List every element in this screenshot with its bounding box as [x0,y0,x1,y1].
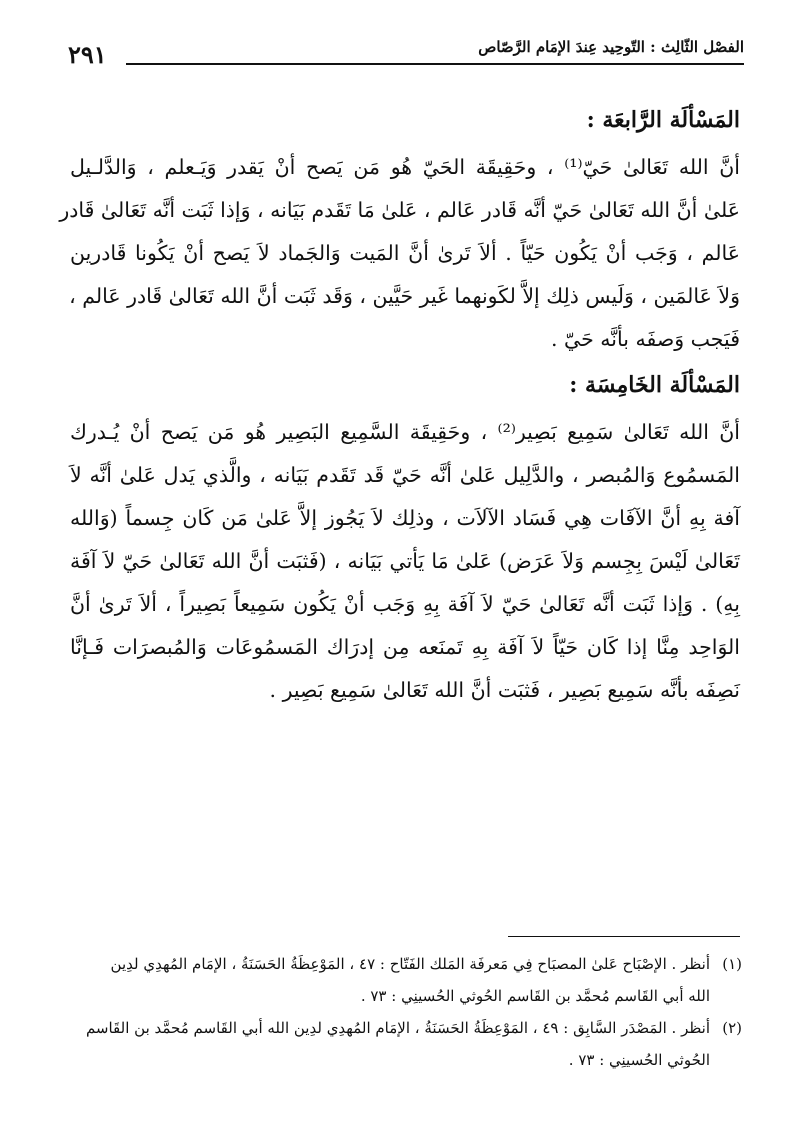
text-line: أنَّ الله تَعَالىٰ حَيّ⁽¹⁾ ، وحَقِيقَة الحَيّ هُو مَن يَصح أنْ يَقدر وَيَـعلم ، وَالدَّلـيل [70,155,740,179]
section-heading-fourth: المَسْألَة الرَّابعَة : [586,107,740,133]
text-line: تَعَالىٰ لَيْسَ بِجِسم وَلاَ عَرَض) عَلىٰ مَا يَأتي بَيَانه ، (فَثبَت أنَّ الله تَعَالىٰ حَيّ لاَ آفَة [70,549,740,573]
footnote-1 [60,948,742,1012]
text-line: آفة بِهِ أنَّ الآفَات هِي فَسَاد الآلاَت ، وذلِك لاَ يَجُوز إلاَّ عَلىٰ مَن كَان جِسماً (وَالله [70,506,740,530]
footnotes [60,948,742,1076]
footnote-number: (٢) [722,1019,742,1037]
chapter-title: الفصْل الثّالِث : التّوحِيد عِندَ الإمَام الرَّصّاص [478,38,744,56]
text-line: بِهِ) . وَإذا ثَبَت أنَّه تَعَالىٰ حَيّ لاَ آفَة بِهِ وَجَب أنْ يَكُون سَمِيعاً بَصِيراً ، ألاَ تَرىٰ أنَّ [70,592,740,616]
footnote-rule [508,936,740,937]
footnote-line: الحُوثي الحُسينِي : ٧٣ . [568,1051,710,1069]
text-line: أنَّ الله تَعَالىٰ سَمِيع بَصِير⁽²⁾ ، وحَقِيقَة السَّمِيع البَصِير هُو مَن يَصح أنْ يُـدرك [70,420,740,444]
footnote-line [60,1012,742,1044]
text-line: وَلاَ عَالمَين ، وَلَيس ذلِك إلاَّ لكَونهما غَير حَيَّين ، وَقَد ثَبَت أنَّ الله تَعَالىٰ قَادر عَالم ، [69,284,740,308]
footnote-text: أنظر . الإصْبَاح عَلىٰ المصبَاح فِي مَعرفَة المَلك الفَتّاح : ٤٧ ، المَوْعِظَةُ الحَسَنَةُ ، الإمَام المُهدِي لدِين [110,955,710,973]
text-line: الوَاحِد مِنَّا إذا كَان حَيّاً لاَ آفَة بِهِ تَمنَعه مِن إدرَاك المَسمُوعَات وَالمُبصرَات فَـإنَّا [70,635,740,659]
text-line: عَالم ، وَجَب أنْ يَكُون حَيّاً . ألاَ تَرىٰ أنَّ المَيت وَالجَماد لاَ يَصح أنْ يَكُونا قَادرين [70,241,740,265]
running-header [68,30,744,70]
footnote-2 [60,1012,742,1076]
text-line: فَيَجب وَصفَه بأنَّه حَيّ . [550,327,740,351]
footnote-line: الله أبي القَاسم مُحمَّد بن القَاسم الحُوثي الحُسينِي : ٧٣ . [360,987,710,1005]
paragraph-fifth [70,411,740,712]
footnote-text: أنظر . المَصْدَر السَّابِق : ٤٩ ، المَوْعِظَةُ الحَسَنَةُ ، الإمَام المُهدِي لدِين الله أبي القَاسم مُحمَّد بن القَاسم [85,1019,710,1037]
main-text [59,100,740,712]
footnote-line [60,948,742,980]
text-line: عَلىٰ أنَّ الله تَعَالىٰ حَيّ أنَّه قَادر عَالم ، عَلىٰ مَا تَقَدم بَيَانه ، وَإذا ثَبَت أنَّه تَعَالىٰ قَادر [59,198,740,222]
text-line: المَسمُوع وَالمُبصر ، والدَّلِيل عَلىٰ أنَّه حَيّ قَد تَقَدم بَيَانه ، والَّذي يَدل عَلىٰ أنَّه لاَ [70,463,740,487]
text-line: نَصِفَه بأنَّه سَمِيع بَصِير ، فَثبَت أنَّ الله تَعَالىٰ سَمِيع بَصِير . [269,678,740,702]
footnote-number: (١) [722,955,742,973]
header-rule [126,63,744,65]
paragraph-fourth [59,146,740,361]
page-number: ٢٩١ [68,40,107,69]
section-heading-fifth: المَسْألَة الخَامِسَة : [569,372,740,398]
